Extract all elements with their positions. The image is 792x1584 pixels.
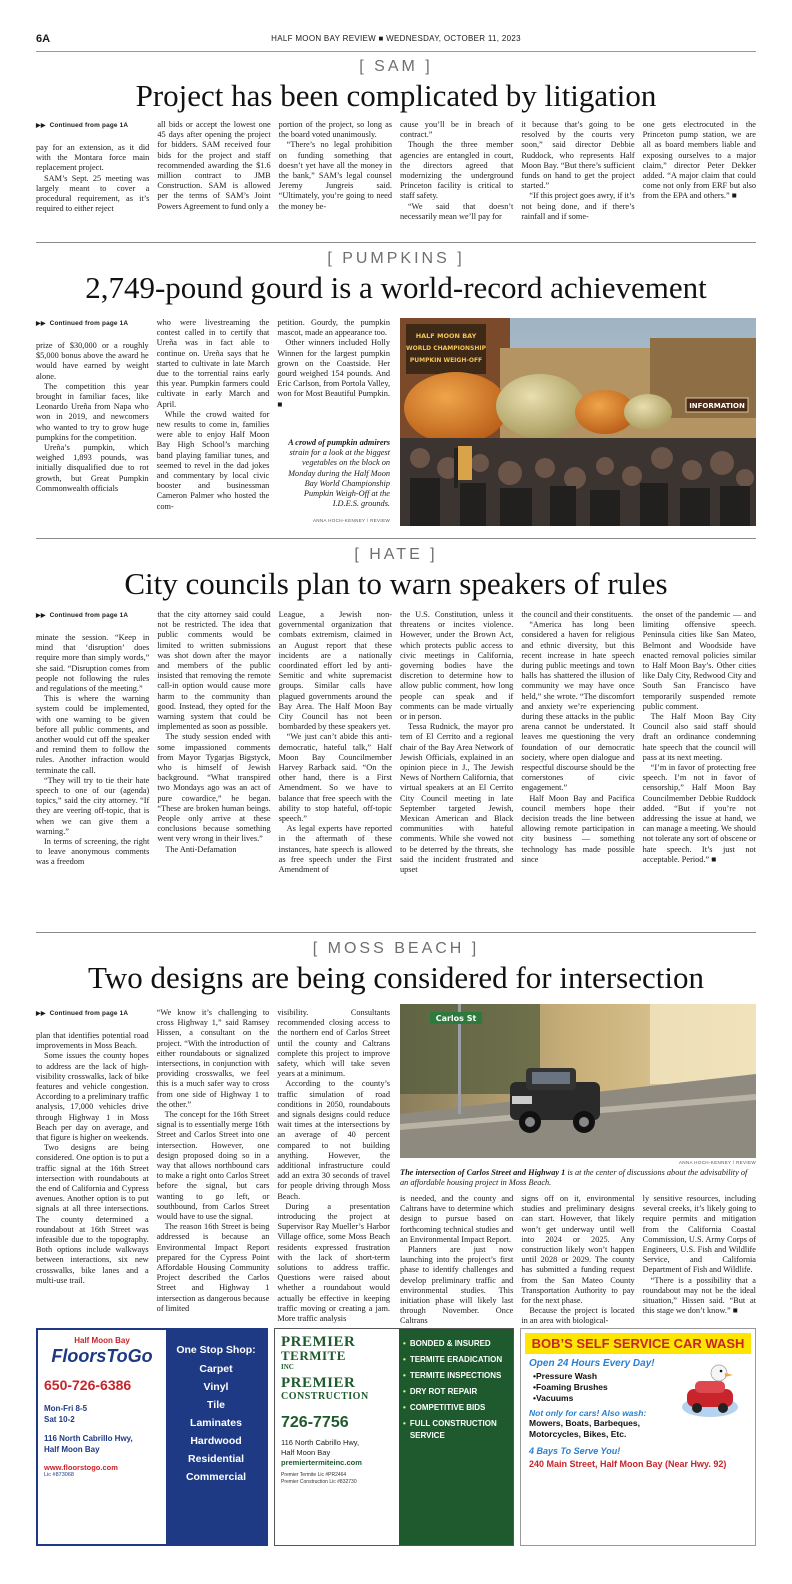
termite-phone[interactable]: 726-7756 [281, 1414, 349, 1431]
termite-logo-sub: TERMITE [281, 1348, 346, 1363]
bullet-icon: • [403, 1371, 406, 1380]
story-body [36, 610, 756, 920]
floors-website-link[interactable]: www.floorstogo.com [44, 1463, 118, 1472]
termite-info [275, 1329, 399, 1545]
ad-bobs-car-wash[interactable] [520, 1328, 756, 1546]
bullet-icon: • [403, 1419, 406, 1428]
story-column: the U.S. Constitution, unless it threatens or incites violence. However, under the Brown Act, which protects public access to civic meetings in California, governing bodies have the discretion to determine how to allow public comment, how long people can speak and if comments can be made virtually or in person. Tessa Rudnick, the mayor pro tem of El Cerrito and a regional chair of the Bay Area Network of Jewish Officials, explained in an opinion piece in J., The Jewish News of Northern California, that virtual speakers at an El Cerrito City Council meeting in late September targeted Jewish, Mexican American and Black communities with hateful comments. While she vowed not to be deterred by the threats, she said the incident frustrated and upset [399, 610, 514, 875]
carwash-features: •Pressure Wash •Foaming Brushes •Vacuums [521, 1369, 755, 1404]
construction-logo-sub: CONSTRUCTION [281, 1391, 369, 1402]
story-column: the council and their constituents. “America has long been considered a haven for religious and ethnic diversity, but this recent increase in hate speech during public meetings and town halls has shattered the illusion of community we may have once held,” she wrote. “The discomfort and anxiety we’re experiencing during these attacks in the public arena cannot be understated. It leaves me questioning the very foundation of our democratic society, where open dialogue and respectful discourse should be the cornerstones of civic engagement.” Half Moon Bay and Pacifica council members hope their decision treads the line between allowing remote participation in city business — something technology has made possible since [521, 610, 635, 864]
story-kicker: [ SAM ] [359, 58, 433, 75]
svg-text:WORLD CHAMPIONSHIP: WORLD CHAMPIONSHIP [406, 345, 486, 352]
story-headline: City councils plan to warn speakers of rules [124, 566, 668, 601]
story-hate [36, 546, 756, 602]
termite-logo-inc: INC [281, 1363, 294, 1371]
story-column: visibility. Consultants recommended closing access to the northern end of Carlos Street until the county and Caltrans complete this project to improve safety, which will take seven years at a minimum. According to the county’s traffic simulation of road conditions in 2050, roundabouts and signals designs could reduce wait times at the intersections by an average of 40 percent compared to not building anything. However, the additional infrastructure could add an extra 30 seconds of travel for people driving through Moss Beach. During a presentation introducing the project at Supervisor Ray Mueller’s Harbor Village office, some Moss Beach residents expressed frustration with the lack of short-term solutions to address traffic. Questions were raised about whether a roundabout would actually be effective in keeping traffic moving or creating a jam. More traffic analysis [277, 1008, 391, 1324]
story-body [36, 1008, 391, 1324]
story-pumpkins [36, 250, 756, 306]
story-column: all bids or accept the lowest one 45 days after opening the project for bidders. SAM received four bids for the project and staff recommended awarding the $1.6 million contract to JMB Construction. SAM is allowed per the terms of SAM’s Joint Powers Agreement to fund only a [157, 120, 271, 211]
termite-website-link[interactable]: premiertermiteinc.com [281, 1458, 362, 1467]
story-column: portion of the project, so long as the board voted unanimously. “There’s no legal prohibition on funding something that doesn’t yet have all the money in the bank,” SAM’s legal counsel Jeremy Jungreis said. “Ultimately, you’re going to need the money be- [278, 120, 392, 211]
story-column: petition. Gourdy, the pumpkin mascot, made an appearance too. Other winners included Holly Winnen for the largest pumpkin grown on the Coastside. Her gourd weighed 154 pounds. And Eric Carlson, from Portola Valley, won for Most Beautiful Pumpkin. ■ [277, 318, 391, 409]
service-item: • BONDED & INSURED [403, 1339, 491, 1348]
termite-licenses: Premier Termite Lic #PR2464 Premier Construction Lic #832730 [281, 1472, 357, 1485]
section-divider [36, 538, 756, 539]
floors-brand-top: Half Moon Bay [74, 1336, 130, 1345]
story-column: it because that’s going to be resolved by the courts very soon,” said director Debbie Ruddock, who represents Half Moon Bay. “But there’s sufficient funds on hand to get the project started.” “If this project goes awry, if it’s not being done, and if there’s rainfall and if some- [521, 120, 635, 221]
story-column: that the city attorney said could not be restricted. The idea that public comments would be limited to written submissions was shot down after the mayor and members of the public insisted that removing the remote call-in option would cause more harm to the community than good. Instead, they opted for the warning system that could be implemented as soon as possible. The study session ended with some impassioned comments from Mayor Tygarjas Bigstyck, who is himself of Jewish background. “What transpired two Mondays ago was an act of pure cowardice,” he began. “These are broken human beings. People only arrive at these conclusions because something went very wrong in their lives.” The Anti-Defamation [157, 610, 271, 854]
pumpkin-photo [400, 318, 756, 526]
service-item: • COMPETITIVE BIDS [403, 1403, 486, 1412]
page-number: 6A [36, 33, 51, 45]
floors-heading: One Stop Shop: [176, 1344, 256, 1356]
story-column: is needed, and the county and Caltrans have to determine which design to pursue based on forthcoming technical studies and an Environmental Impact Report. Planners are just now launching into the project’s first phase to identify challenges and develop preliminary traffic and environmental studies. This initiation phase will likely last through November. Once Caltrans [400, 1194, 514, 1326]
story-moss-beach [36, 940, 756, 996]
story-kicker: [ HATE ] [354, 546, 438, 563]
arrow-icon: ▶▶ [36, 123, 46, 129]
arrow-icon: ▶▶ [36, 1011, 46, 1017]
story-body-continued [400, 1194, 756, 1326]
story-kicker: [ PUMPKINS ] [327, 250, 465, 267]
story-headline: Two designs are being considered for intersection [88, 960, 704, 995]
svg-text:HALF MOON BAY: HALF MOON BAY [415, 332, 477, 340]
floors-product: Commercial [185, 1471, 247, 1483]
story-kicker: [ MOSS BEACH ] [312, 940, 480, 957]
floors-logo: FloorsToGo [51, 1346, 153, 1366]
bullet-icon: • [403, 1339, 406, 1348]
svg-text:PUMPKIN WEIGH-OFF: PUMPKIN WEIGH-OFF [409, 357, 483, 364]
service-item: • DRY ROT REPAIR [403, 1387, 478, 1396]
carwash-title: BOB’S SELF SERVICE CAR WASH [525, 1333, 751, 1354]
story-column: ▶▶ Continued from page 1A prize of $30,000 or a roughly $5,000 bonus above the award he would have earned by weight alone. The competition this year brought in familiar faces, like Leonardo Ureña from Napa who won in 2019, and newcomers who wanted to try to grow huge pumpkins for the competition. Ureña’s pumpkin, which weighed 1,893 pounds, was initially disqualified due to rot growth, but Great Pumpkin Commonwealth officials [36, 320, 149, 493]
floors-info [38, 1330, 166, 1544]
service-item: • TERMITE ERADICATION [403, 1355, 503, 1364]
photo-credit: ANNA HOCH-KENNEY / REVIEW [312, 518, 390, 523]
service-item: • TERMITE INSPECTIONS [403, 1371, 502, 1380]
continued-label: ▶▶ Continued from page 1A [36, 612, 129, 619]
bullet-icon: • [403, 1403, 406, 1412]
carwash-not-only: Not only for cars! Also wash: [529, 1408, 647, 1418]
bullet-icon: • [403, 1387, 406, 1396]
page-header [36, 30, 756, 52]
story-column: “We know it’s challenging to cross Highway 1,” said Ramsey Hissen, a consultant on the project. “With the introduction of either roundabouts or signalized intersections, in conjunction with providing crosswalks, we feel this is a much safer way to cross from one side of Highway 1 to the other.” The concept for the 16th Street signal is to essentially merge 16th Street and Carlos Street into one intersection. However, one design proposed doing so in a way that allows northbound cars to make a right onto Carlos Street before the signal, but cars wanting to go left, or southbound, from Carlos Street would have to use the signal. The reason 16th Street is being addressed is because an Environmental Impact Report prepared for the Cypress Point Affordable Housing Community Project described the Carlos Street and Highway 1 intersection as dangerous because of limited [156, 1008, 270, 1313]
svg-text:INFORMATION: INFORMATION [689, 402, 745, 410]
termite-logo: PREMIER [281, 1334, 356, 1350]
arrow-icon: ▶▶ [36, 613, 46, 619]
continued-label: ▶▶ Continued from page 1A [36, 1010, 129, 1017]
story-headline: Project has been complicated by litigation [135, 78, 657, 113]
arrow-icon: ▶▶ [36, 321, 46, 327]
photo-credit: ANNA HOCH-KENNEY / REVIEW [678, 1160, 756, 1165]
pumpkin-weigh-off-image [400, 318, 756, 526]
carwash-hours: Open 24 Hours Every Day! [529, 1358, 655, 1369]
service-item: • FULL CONSTRUCTION SERVICE [403, 1419, 497, 1440]
carwash-extras: Mowers, Boats, Barbeques, Motorcycles, Bikes, Etc. [529, 1418, 641, 1439]
floors-product: Residential [187, 1453, 245, 1465]
photo-caption: A crowd of pumpkin admirers strain for a look at the biggest vegetables on the block on Monday during the Half Moon Bay World Championship Pumpkin Weigh-Off at the I.D.E.S. grounds. [288, 438, 390, 509]
advertisement-row [36, 1328, 756, 1546]
story-headline: 2,749-pound gourd is a world-record achievement [85, 270, 707, 305]
story-column: ▶▶ Continued from page 1A plan that identifies potential road improvements in Moss Beach. Some issues the county hopes to address are the lack of high-visibility crosswalks, lack of bike features and vehicle congestion. According to a preliminary traffic analysis, 17,000 vehicles drive through Highway 1 in Moss Beach per day on average, and that figure is higher on weekends. Two designs are being considered. One option is to put a traffic signal at the 16th Street intersection with roundabouts at the end of California and Cypress avenues. Another option is to put signals at all three intersections. The county determined a roundabout at 16th Street was infeasible due to the topography. Both options include walkways between interactions, six new crosswalks, bike lanes and a multi-use trail. [36, 1010, 149, 1285]
floors-product: Laminates [190, 1417, 242, 1429]
story-column: who were livestreaming the contest called in to certify that Ureña was in fact able to continue on. Ureña says that he started to cultivate in late March due to the torrential rains early this year. Pumpkin farmers could cultivate in early March and April. While the crowd waited for new results to come in, families were able to enjoy Half Moon Bay High School’s marching band playing familiar tunes, and seemed to revel in the dad jokes and commentary by local civic booster and businessman Cameron Palmer who hosted the com- [156, 318, 270, 511]
story-column: ▶▶ Continued from page 1A pay for an extension, as it did with the Montara force main replacement project. SAM’s Sept. 25 meeting was largely meant to cover a procedural requirement, as it’s required to either reject [36, 122, 150, 214]
carwash-mascot-icon [679, 1363, 741, 1419]
ad-premier-termite[interactable] [274, 1328, 514, 1546]
floors-phone[interactable]: 650-726-6386 [44, 1377, 132, 1393]
termite-address: 116 North Cabrillo Hwy, Half Moon Bay [281, 1438, 360, 1457]
floors-product: Vinyl [203, 1381, 229, 1393]
floors-product: Hardwood [190, 1435, 242, 1447]
story-column: the onset of the pandemic — and limiting offensive speech. Peninsula cities like San Mateo, Belmont and Woodside have enacted removal policies similar to Half Moon Bay’s. Other cities like Daly City, Redwood City and South San Francisco have temporarily suspended remote public comment. The Half Moon Bay City Council also said staff should draft an ordinance condemning hate speech that the council will pass at its next meeting. “I’m in favor of protecting free speech. I’m not in favor of censorship,” Half Moon Bay Councilmember Debbie Ruddock added. “But if you’re not addressing the issue at hand, we can manage a meeting. We should not tolerate any sort of obscene or hate speech. It’s just not acceptable. Period.” ■ [642, 610, 756, 864]
photo-caption: The intersection of Carlos Street and Highway 1 is at the center of discussions about the advisability of an affordable housing project in Moss Beach. [400, 1168, 748, 1188]
intersection-image [400, 1004, 756, 1158]
story-column: ▶▶ Continued from page 1A minate the session. “Keep in mind that ‘disruption’ does require more than simply words,” she said. “Disruption comes from people not following the rules and regulations of the meeting.” This is where the warning system could be implemented, with one warning to be given before all public comments, and another would cut off the speaker and remind them to follow the rules. Another infraction would terminate the call. “They will try to tie their hate speech to one of our (agenda) topics,” said the city attorney. “If they are veering off-topic, that is when we can give them a warning.” In terms of screening, the right to leave anonymous comments was a freedom [36, 612, 150, 867]
story-column: League, a Jewish non-governmental organization that combats extremism, claimed in an August report that these incidents are a nationally coordinated effort led by anti-Semitic and white supremacist groups. Similar calls have plagued governments around the Bay Area. The Half Moon Bay City Council has not been bombarded by these speakers yet. “We just can’t abide this anti-democratic, hateful talk,” Half Moon Bay Councilmember Harvey Rarback said. “On the other hand, there is a First Amendment. So we have to balance that free speech with the ability to stop hateful, off-topic speech.” As legal experts have reported in the aftermath of these instances, hate speech is allowed as free speech under the First Amendment of [278, 610, 392, 875]
floors-product: Carpet [199, 1363, 233, 1375]
carwash-address: 240 Main Street, Half Moon Bay (Near Hwy. 92) [529, 1459, 727, 1469]
continued-label: ▶▶ Continued from page 1A [36, 320, 129, 327]
masthead: HALF MOON BAY REVIEW ■ WEDNESDAY, OCTOBER 11, 2023 [271, 34, 521, 43]
story-body [36, 120, 756, 260]
svg-text:Carlos St: Carlos St [435, 1014, 477, 1023]
ad-floors-to-go[interactable] [36, 1328, 268, 1546]
floors-license: Lic #873068 [44, 1472, 74, 1478]
intersection-photo [400, 1004, 756, 1158]
story-column: signs off on it, environmental studies and preliminary designs can start. However, that likely won’t get underway until well into 2024 or 2025. Any construction likely won’t happen until 2028 or 2029. The county has submitted a funding request from the San Mateo County Transportation Authority to pay for the next phase. Because the project is located in an area with biological- [521, 1194, 635, 1326]
section-divider [36, 932, 756, 933]
floors-hours: Mon-Fri 8-5 Sat 10-2 [44, 1404, 88, 1424]
story-column: one gets electrocuted in the Princeton pump station, we are all as board members liable and exposing ourselves to a major claim,” director Peter Dekker added. “A major claim that could come not only from ERF but also from the EPA and others.” ■ [642, 120, 756, 201]
bullet-icon: • [403, 1355, 406, 1364]
section-divider [36, 242, 756, 243]
story-sam [36, 58, 756, 114]
floors-product: Tile [207, 1399, 225, 1411]
continued-label: ▶▶ Continued from page 1A [36, 122, 129, 129]
carwash-bays: 4 Bays To Serve You! [529, 1446, 621, 1456]
floors-address: 116 North Cabrillo Hwy, Half Moon Bay [44, 1434, 133, 1454]
story-column: cause you’ll be in breach of contract.” Though the three member agencies are entangled in court, the directors agreed that modernizing the underground Princeton facility is critical to staff safety. “We said that doesn’t necessarily mean we’ll pay for [399, 120, 514, 221]
construction-logo: PREMIER [281, 1375, 356, 1391]
story-column: ly sensitive resources, including several creeks, it’s likely going to require permits and mitigation from the California Coastal Commission, U.S. Army Corps of Engineers, U.S. Fish and Wildlife Service, and California Department of Fish and Wildlife. “There is a possibility that a roundabout may not be the ideal situation,” Hissen said. “But at this stage we don’t know.” ■ [642, 1194, 756, 1316]
termite-services [399, 1329, 513, 1545]
floors-products [166, 1330, 266, 1544]
